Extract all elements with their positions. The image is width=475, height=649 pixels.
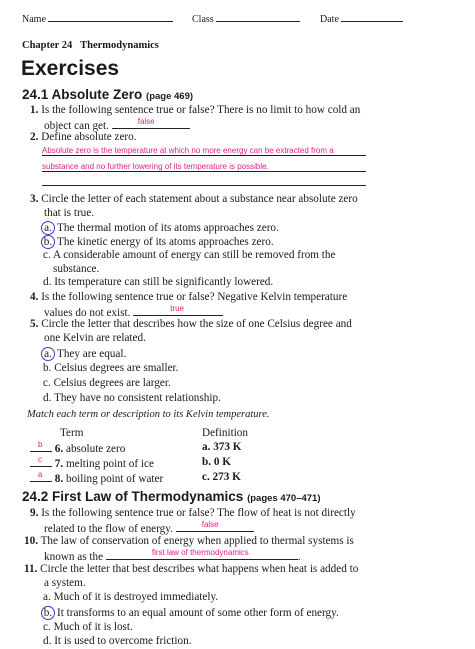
section-heading-24-1 [22, 87, 193, 102]
match-row [30, 441, 430, 457]
question-5 [30, 318, 352, 345]
question-number: 3. [30, 193, 39, 205]
option-letter: b. [41, 235, 55, 249]
answer-blank[interactable] [106, 549, 298, 560]
term-header: Term [60, 427, 84, 439]
answer-blank[interactable] [176, 521, 254, 532]
term-text: melting point of ice [65, 458, 154, 470]
option-text: It is used to overcome friction. [54, 635, 192, 647]
question-number: 7. [54, 458, 64, 470]
option-text: Its temperature can still be significantly lowered. [54, 276, 274, 288]
question-text: a system. [44, 576, 86, 589]
name-field[interactable] [48, 21, 173, 22]
option-text: substance. [53, 262, 100, 275]
option-text: Celsius degrees are smaller. [54, 362, 179, 374]
term-text: absolute zero [65, 443, 126, 455]
question-text: Circle the letter of each statement about a substance near absolute zero [41, 193, 358, 205]
answer-line[interactable] [42, 155, 366, 156]
answer-text: c [38, 455, 42, 464]
option-11a[interactable] [43, 591, 218, 605]
header [22, 14, 173, 25]
answer-blank[interactable] [30, 456, 52, 467]
option-letter: b. [41, 606, 55, 620]
answer-text: false [137, 116, 155, 126]
option-text: They have no consistent relationship. [54, 392, 221, 404]
option-3a[interactable] [43, 221, 279, 236]
option-letter: d. [43, 635, 52, 647]
question-text: Is the following sentence true or false? The flow of heat is not directly [41, 507, 356, 519]
question-text: Is the following sentence true or false? There is no limit to how cold an [41, 104, 361, 116]
answer-blank[interactable] [112, 118, 190, 129]
class-field[interactable] [216, 21, 300, 22]
answer-blank[interactable] [30, 471, 52, 482]
option-5a[interactable] [43, 347, 126, 362]
date-field-group [320, 14, 403, 25]
option-text: A considerable amount of energy can still be removed from the [52, 249, 336, 261]
question-2 [30, 131, 137, 145]
question-text: known as the [44, 550, 104, 563]
option-text: It transforms to an equal amount of some other form of energy. [57, 607, 339, 619]
question-3 [30, 193, 358, 220]
question-number: 9. [30, 507, 39, 519]
question-number: 1. [30, 104, 39, 116]
question-number: 6. [54, 443, 64, 455]
option-letter: d. [43, 276, 52, 288]
option-text: The kinetic energy of its atoms approaches zero. [57, 236, 274, 248]
question-number: 11. [24, 563, 38, 575]
name-label: Name [22, 14, 46, 25]
definition-header: Definition [202, 427, 248, 439]
question-10 [24, 535, 354, 564]
punctuation: . [297, 550, 301, 563]
answer-blank[interactable] [133, 305, 223, 316]
page-title: Exercises [21, 57, 120, 80]
section-pages: (pages 470–471) [247, 493, 321, 504]
class-label: Class [192, 14, 214, 25]
option-11c[interactable] [43, 621, 133, 635]
option-text: The thermal motion of its atoms approaches zero. [57, 222, 279, 234]
chapter-line [22, 40, 159, 51]
option-text: Celsius degrees are larger. [53, 377, 171, 389]
question-9 [30, 507, 356, 536]
definition-text: b. 0 K [202, 456, 231, 468]
question-1 [30, 104, 460, 133]
question-text: Define absolute zero. [41, 131, 137, 143]
match-instruction: Match each term or description to its Kelvin temperature. [27, 409, 270, 420]
option-3d[interactable] [43, 276, 273, 290]
option-letter: b. [43, 362, 52, 374]
section-heading-24-2 [22, 489, 321, 504]
answer-line[interactable] [42, 185, 366, 186]
question-text: values do not exist. [44, 306, 131, 319]
answer-text: Absolute zero is the temperature at which no more energy can be extracted from a [42, 146, 334, 155]
option-letter: a. [41, 221, 55, 235]
option-text: Much of it is destroyed immediately. [53, 591, 219, 603]
question-number: 2. [30, 131, 39, 143]
option-letter: a. [43, 591, 51, 603]
option-11d[interactable] [43, 635, 192, 647]
answer-text: false [201, 519, 219, 529]
option-letter: a. [41, 347, 55, 361]
answer-blank[interactable] [30, 441, 52, 452]
answer-text: a [38, 470, 43, 479]
chapter-label: Chapter 24 [22, 40, 73, 51]
match-row [30, 471, 430, 487]
option-text: Much of it is lost. [53, 621, 133, 633]
question-4 [30, 291, 347, 320]
question-number: 10. [24, 535, 38, 547]
section-title: 24.2 First Law of Thermodynamics [22, 489, 244, 504]
question-11 [24, 563, 358, 590]
option-letter: c. [43, 621, 51, 633]
question-text: related to the flow of energy. [44, 522, 173, 535]
class-field-group [192, 14, 300, 25]
definition-text: a. 373 K [202, 441, 242, 453]
answer-text: substance and no further lowering of its temperature is possible. [42, 162, 269, 171]
question-number: 8. [54, 473, 64, 485]
question-text: Is the following sentence true or false? Negative Kelvin temperature [41, 291, 348, 303]
option-letter: d. [43, 392, 52, 404]
question-text: that is true. [44, 206, 95, 219]
date-label: Date [320, 14, 339, 25]
term-text: boiling point of water [65, 473, 164, 485]
option-letter: c. [43, 249, 51, 261]
definition-text: c. 273 K [202, 471, 241, 483]
answer-line[interactable] [42, 171, 366, 172]
option-3c[interactable] [43, 249, 335, 276]
question-text: The law of conservation of energy when applied to thermal systems is [40, 535, 354, 547]
option-3b[interactable] [43, 235, 274, 250]
question-text: one Kelvin are related. [44, 331, 146, 344]
chapter-title: Thermodynamics [80, 40, 159, 51]
option-letter: c. [43, 377, 51, 389]
question-text: Circle the letter that describes how the size of one Celsius degree and [41, 318, 352, 330]
question-number: 5. [30, 318, 39, 330]
section-pages: (page 469) [146, 91, 194, 102]
question-text: Circle the letter that best describes what happens when heat is added to [40, 563, 359, 575]
date-field[interactable] [341, 21, 403, 22]
question-text: object can get. [44, 119, 109, 132]
answer-text: b [38, 440, 43, 449]
option-text: They are equal. [57, 348, 127, 360]
match-row [30, 456, 430, 472]
answer-text: first law of thermodynamics [151, 547, 249, 557]
option-5c[interactable] [43, 377, 171, 391]
section-title: 24.1 Absolute Zero [22, 87, 143, 102]
option-5b[interactable] [43, 362, 178, 376]
answer-text: true [170, 303, 184, 313]
question-number: 4. [30, 291, 39, 303]
option-11b[interactable] [43, 606, 339, 621]
option-5d[interactable] [43, 392, 221, 406]
